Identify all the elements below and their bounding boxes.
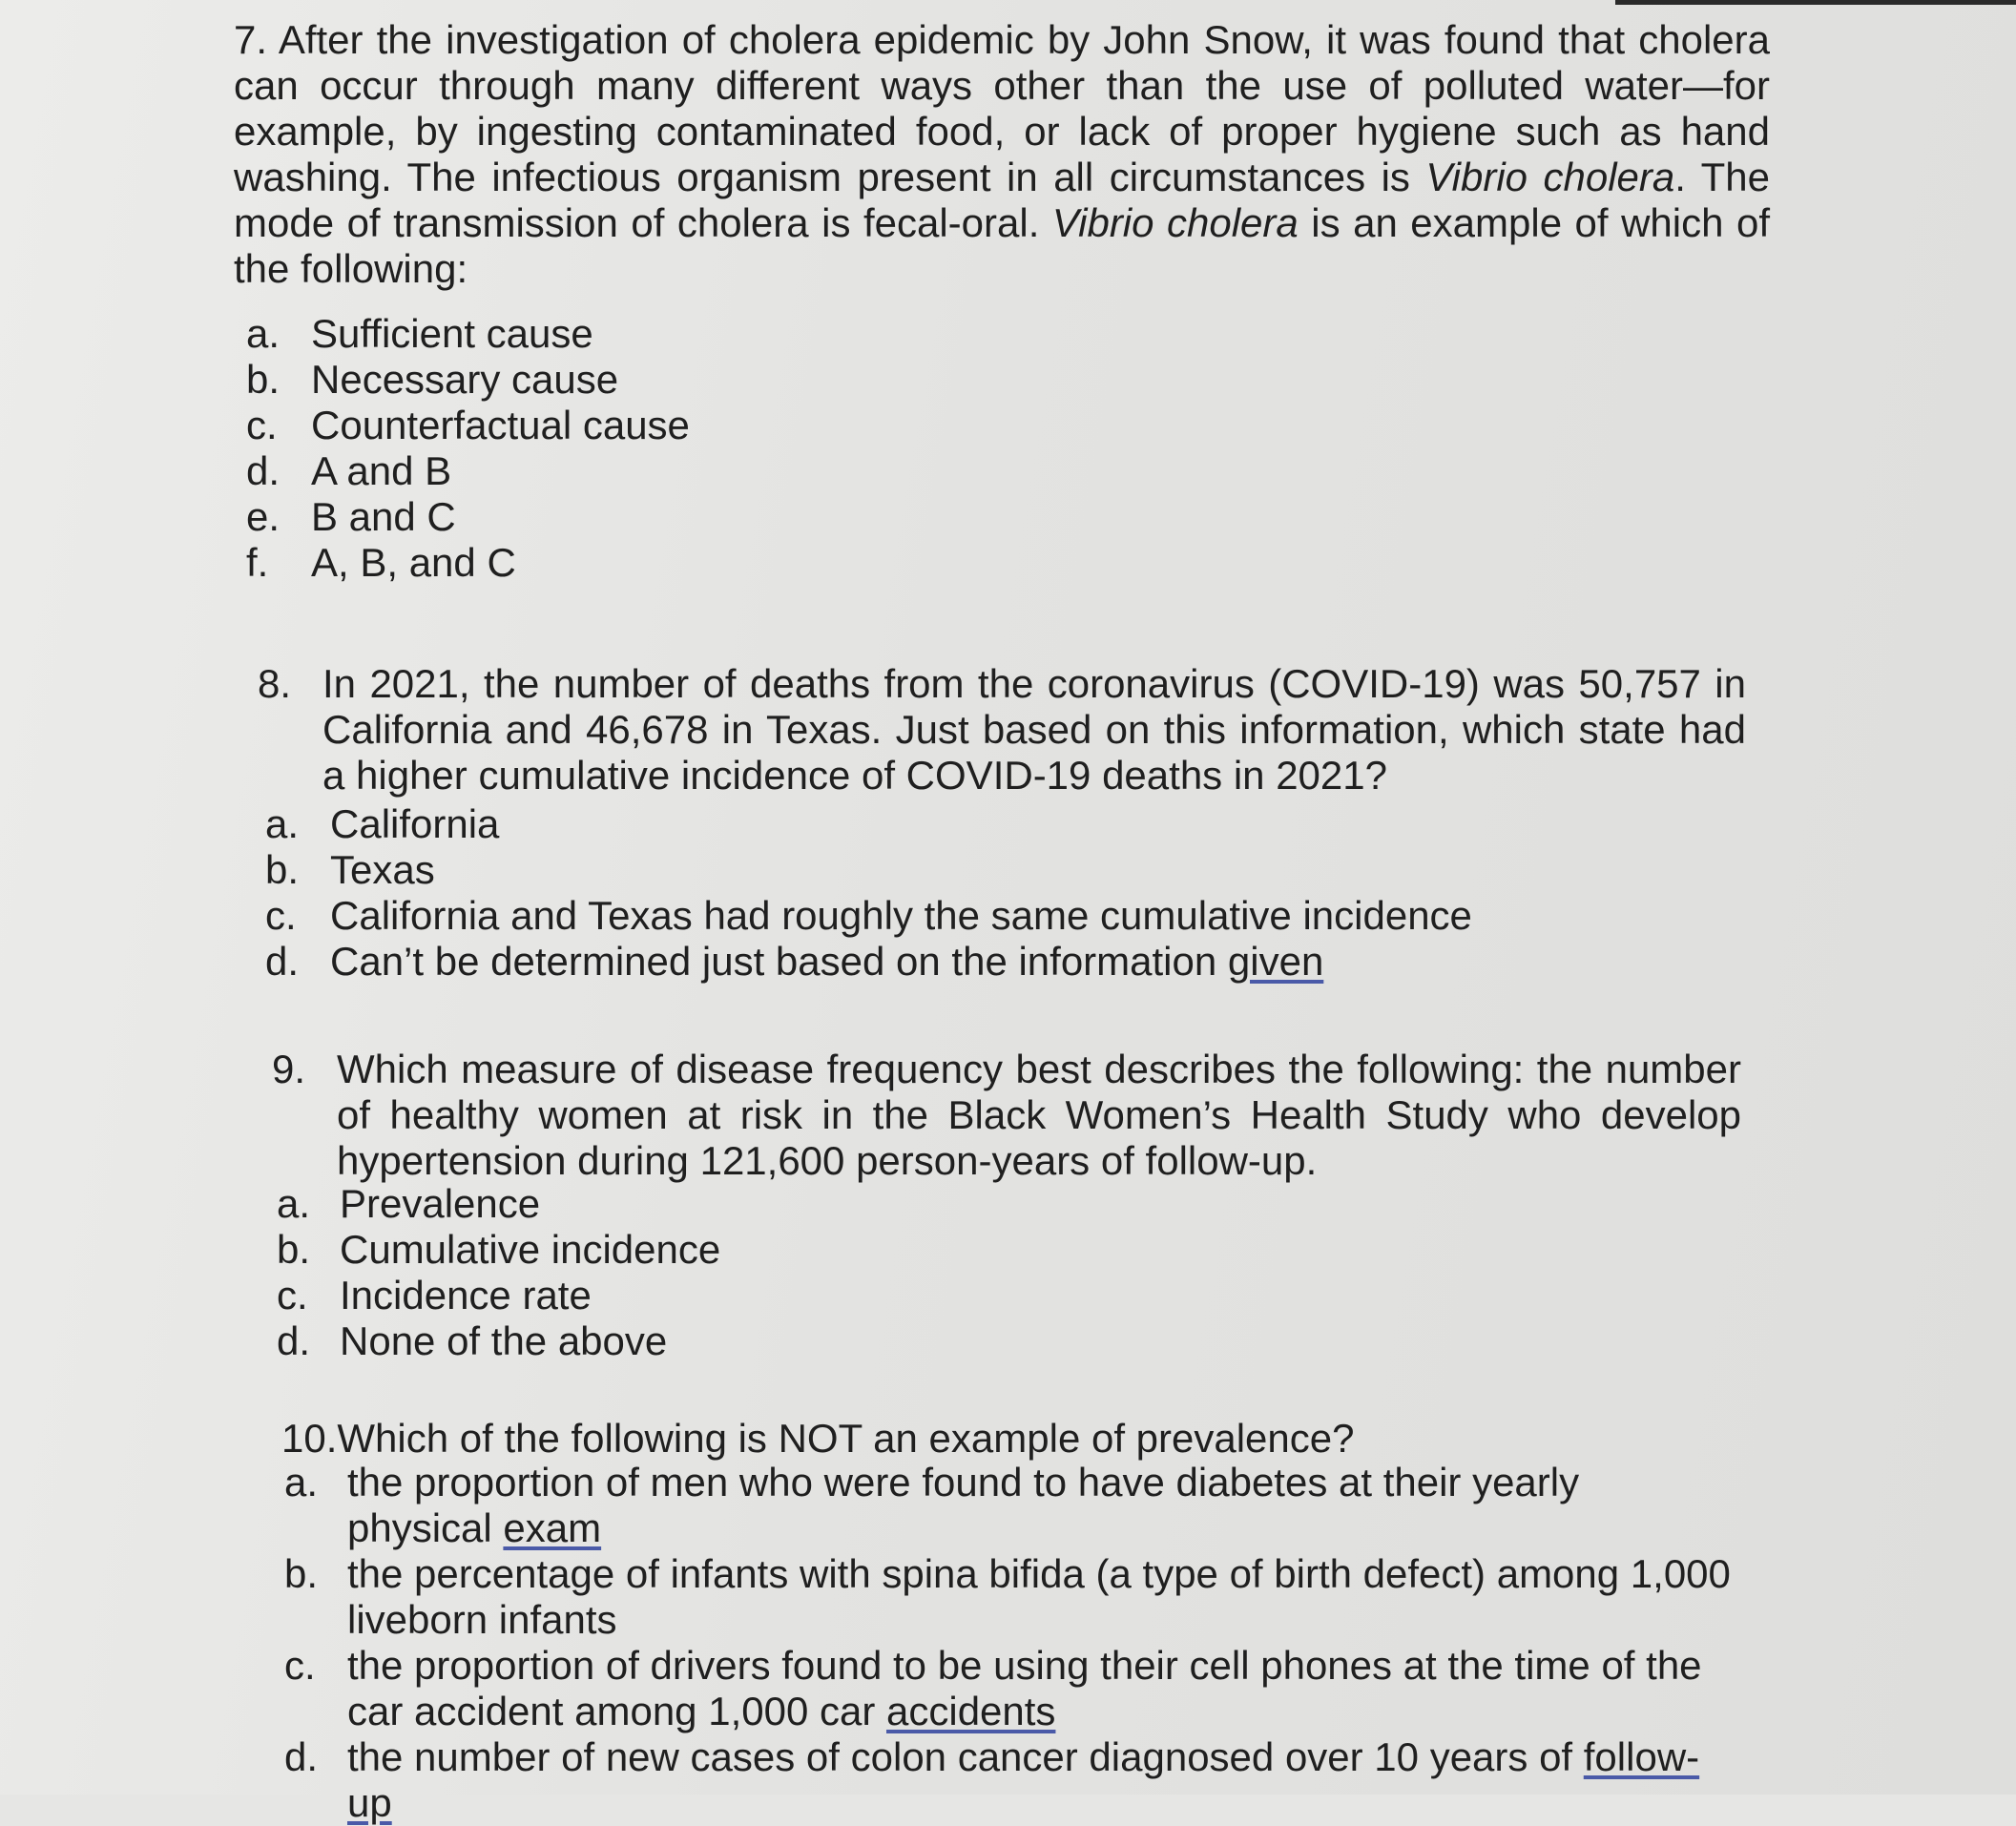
organism-name: Vibrio cholera [1051, 200, 1299, 245]
question-7 [234, 17, 1770, 292]
option-text: Texas [330, 847, 435, 892]
option-text: the number of new cases of colon cancer diagnosed over 10 years of [347, 1734, 1584, 1779]
option-letter: a. [246, 311, 281, 356]
question-10-text: Which of the following is NOT an example of prevalence? [337, 1416, 1355, 1461]
option-item[interactable] [265, 801, 1472, 847]
organism-name: Vibrio cholera [1425, 155, 1675, 199]
option-letter: d. [277, 1318, 311, 1363]
option-text: Counterfactual cause [311, 403, 690, 447]
option-item[interactable] [246, 357, 690, 403]
option-underlined-word: accidents [886, 1689, 1056, 1733]
option-letter: d. [284, 1734, 319, 1779]
option-item[interactable] [284, 1460, 1735, 1551]
option-text: the percentage of infants with spina bifida (a type of birth defect) among 1,000 liveborn infants [347, 1551, 1731, 1642]
option-underlined-word: exam [503, 1505, 602, 1550]
option-text: California [330, 801, 500, 846]
option-text: Cumulative incidence [340, 1227, 721, 1272]
option-letter: f. [246, 540, 269, 585]
question-9-text: Which measure of disease frequency best describes the following: the number of healthy women at risk in the Black Women’s Health Study who develop hypertension during 121,600 person-years of follow-up. [337, 1047, 1741, 1183]
page-edge [1615, 0, 2016, 5]
option-text: Prevalence [340, 1181, 541, 1226]
option-letter: a. [265, 801, 300, 846]
question-8 [258, 661, 1746, 799]
option-text: None of the above [340, 1318, 668, 1363]
option-underlined-word: follow-up [347, 1734, 1700, 1825]
option-letter: a. [284, 1460, 319, 1504]
question-10-number: 10. [281, 1416, 338, 1461]
option-text: A, B, and C [311, 540, 516, 585]
question-9-options [277, 1181, 720, 1364]
option-text: Can’t be determined just based on the information [330, 939, 1228, 984]
question-7-text-part: is an example of which of the following: [234, 200, 1770, 291]
question-7-text [234, 17, 1770, 292]
option-text: the proportion of men who were found to have diabetes at their yearly physical [347, 1460, 1590, 1550]
option-item[interactable] [277, 1318, 720, 1364]
question-7-text-part: After the investigation of cholera epidemic by John Snow, it was found that cholera can occur through many different ways other than the use of polluted water—for example, by ingesting contaminated food, or lack of proper hygiene such as hand washing. The infectious organism present in all circumstances is [234, 17, 1770, 199]
option-item[interactable] [246, 403, 690, 448]
question-7-text-part: . The mode of transmission of cholera is fecal-oral. [234, 155, 1771, 245]
option-letter: b. [284, 1551, 319, 1596]
question-7-number: 7. [234, 17, 268, 62]
option-underlined-word: given [1227, 939, 1324, 984]
option-text: Sufficient cause [311, 311, 593, 356]
option-letter: d. [246, 448, 281, 493]
option-letter: d. [265, 939, 300, 984]
question-7-options [246, 311, 690, 586]
option-item[interactable] [246, 540, 690, 586]
option-letter: a. [277, 1181, 311, 1226]
option-item[interactable] [246, 448, 690, 494]
question-8-options [265, 801, 1472, 985]
option-letter: e. [246, 494, 281, 539]
option-item[interactable] [284, 1734, 1735, 1826]
question-8-text: In 2021, the number of deaths from the coronavirus (COVID-19) was 50,757 in California and 46,678 in Texas. Just based on this information, which state had a higher cumulative incidence of COVID-19 deaths in 2021? [322, 661, 1746, 798]
option-letter: c. [246, 403, 278, 447]
option-letter: b. [246, 357, 281, 402]
option-item[interactable] [246, 494, 690, 540]
option-item[interactable] [277, 1181, 720, 1227]
option-letter: b. [265, 847, 300, 892]
option-item[interactable] [265, 893, 1472, 939]
question-8-number: 8. [258, 661, 292, 706]
option-letter: b. [277, 1227, 311, 1272]
option-text: the proportion of drivers found to be using their cell phones at the time of the car accident among 1,000 car [347, 1643, 1714, 1733]
option-item[interactable] [265, 939, 1472, 985]
option-letter: c. [277, 1273, 308, 1318]
option-item[interactable] [277, 1227, 720, 1273]
option-text: B and C [311, 494, 456, 539]
option-text: Necessary cause [311, 357, 619, 402]
option-item[interactable] [277, 1273, 720, 1318]
question-9 [272, 1047, 1741, 1184]
option-text: A and B [311, 448, 452, 493]
option-item[interactable] [265, 847, 1472, 893]
option-letter: c. [284, 1643, 316, 1688]
question-10-options [284, 1460, 1735, 1826]
option-item[interactable] [284, 1643, 1735, 1734]
option-item[interactable] [246, 311, 690, 357]
option-text: Incidence rate [340, 1273, 592, 1318]
question-9-number: 9. [272, 1047, 306, 1091]
question-10 [281, 1416, 1751, 1462]
option-item[interactable] [284, 1551, 1735, 1643]
option-text: California and Texas had roughly the same cumulative incidence [330, 893, 1472, 938]
option-letter: c. [265, 893, 297, 938]
